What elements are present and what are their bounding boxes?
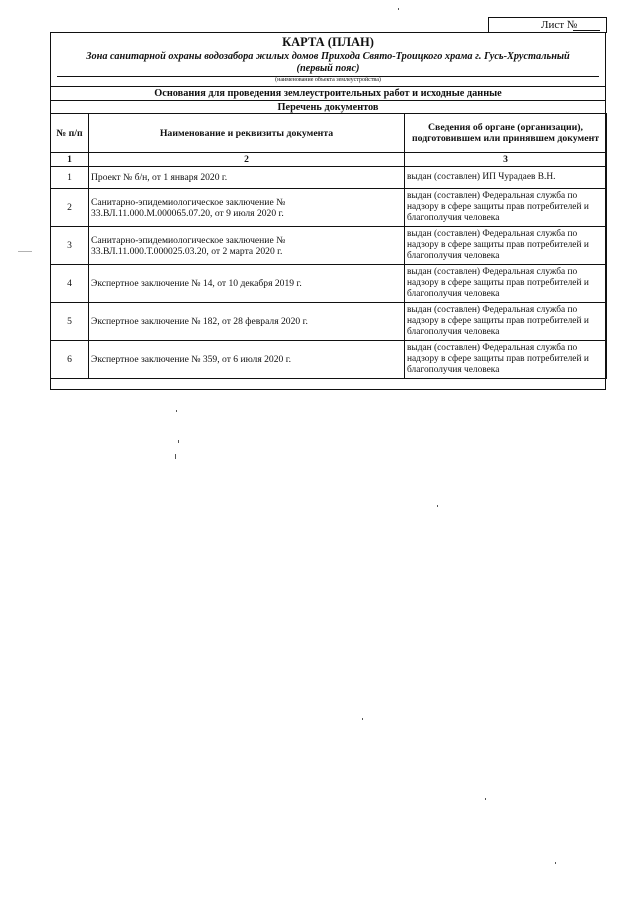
table-row bbox=[51, 167, 607, 189]
column-header-issuer: Сведения об органе (организации), подготовившем или принявшем документ bbox=[405, 114, 607, 153]
row-number: 1 bbox=[51, 167, 89, 189]
sheet-number-label: Лист № bbox=[541, 19, 578, 31]
scan-speck bbox=[362, 718, 363, 720]
scan-speck bbox=[555, 862, 556, 864]
table-row bbox=[51, 303, 607, 341]
row-issuer: выдан (составлен) Федеральная служба по надзору в сфере защиты прав потребителей и благополучия человека bbox=[405, 303, 607, 341]
document-title: КАРТА (ПЛАН) bbox=[282, 35, 374, 49]
document-frame bbox=[50, 32, 606, 390]
row-document: Экспертное заключение № 182, от 28 февраля 2020 г. bbox=[89, 303, 405, 341]
row-document: Экспертное заключение № 14, от 10 декабря 2019 г. bbox=[89, 265, 405, 303]
basis-section-title: Основания для проведения землеустроительных работ и исходные данные bbox=[51, 86, 605, 101]
column-number-3: 3 bbox=[405, 153, 607, 167]
column-number-1: 1 bbox=[51, 153, 89, 167]
row-issuer: выдан (составлен) Федеральная служба по надзору в сфере защиты прав потребителей и благополучия человека bbox=[405, 227, 607, 265]
table-row bbox=[51, 189, 607, 227]
sheet-number-box bbox=[488, 17, 607, 33]
row-number: 3 bbox=[51, 227, 89, 265]
object-name-note: (наименование объекта землеустройства) bbox=[275, 77, 381, 83]
scan-speck bbox=[18, 251, 32, 252]
scan-speck bbox=[437, 505, 438, 507]
column-header-number: № п/п bbox=[51, 114, 89, 153]
table-row bbox=[51, 341, 607, 379]
document-list-title: Перечень документов bbox=[51, 100, 605, 114]
row-document: Проект № б/н, от 1 января 2020 г. bbox=[89, 167, 405, 189]
document-subtitle bbox=[57, 51, 599, 75]
row-issuer: выдан (составлен) Федеральная служба по надзору в сфере защиты прав потребителей и благополучия человека bbox=[405, 341, 607, 379]
scan-speck bbox=[175, 454, 176, 459]
subtitle-line-2: (первый пояс) bbox=[296, 63, 360, 74]
row-document: Санитарно-эпидемиологическое заключение № 33.ВЛ.11.000.Т.000025.03.20, от 2 марта 2020 г. bbox=[89, 227, 405, 265]
column-header-document: Наименование и реквизиты документа bbox=[89, 114, 405, 153]
row-number: 5 bbox=[51, 303, 89, 341]
row-number: 4 bbox=[51, 265, 89, 303]
table-row bbox=[51, 227, 607, 265]
row-document: Экспертное заключение № 359, от 6 июля 2020 г. bbox=[89, 341, 405, 379]
scan-speck bbox=[176, 410, 177, 412]
row-document: Санитарно-эпидемиологическое заключение № 33.ВЛ.11.000.М.000065.07.20, от 9 июля 2020 г. bbox=[89, 189, 405, 227]
row-number: 2 bbox=[51, 189, 89, 227]
scan-speck bbox=[398, 8, 399, 10]
column-number-2: 2 bbox=[89, 153, 405, 167]
sheet-number-blank bbox=[573, 30, 600, 31]
table-row bbox=[51, 265, 607, 303]
scan-speck bbox=[485, 798, 486, 800]
row-issuer: выдан (составлен) Федеральная служба по надзору в сфере защиты прав потребителей и благополучия человека bbox=[405, 189, 607, 227]
subtitle-line-1: Зона санитарной охраны водозабора жилых домов Прихода Свято-Троицкого храма г. Гусь-Хрустальный bbox=[86, 51, 570, 62]
row-number: 6 bbox=[51, 341, 89, 379]
documents-table bbox=[50, 113, 607, 379]
table-header-row bbox=[51, 114, 607, 153]
row-issuer: выдан (составлен) ИП Чурадаев В.Н. bbox=[405, 167, 607, 189]
scan-speck bbox=[178, 440, 179, 443]
row-issuer: выдан (составлен) Федеральная служба по надзору в сфере защиты прав потребителей и благополучия человека bbox=[405, 265, 607, 303]
column-number-row bbox=[51, 153, 607, 167]
